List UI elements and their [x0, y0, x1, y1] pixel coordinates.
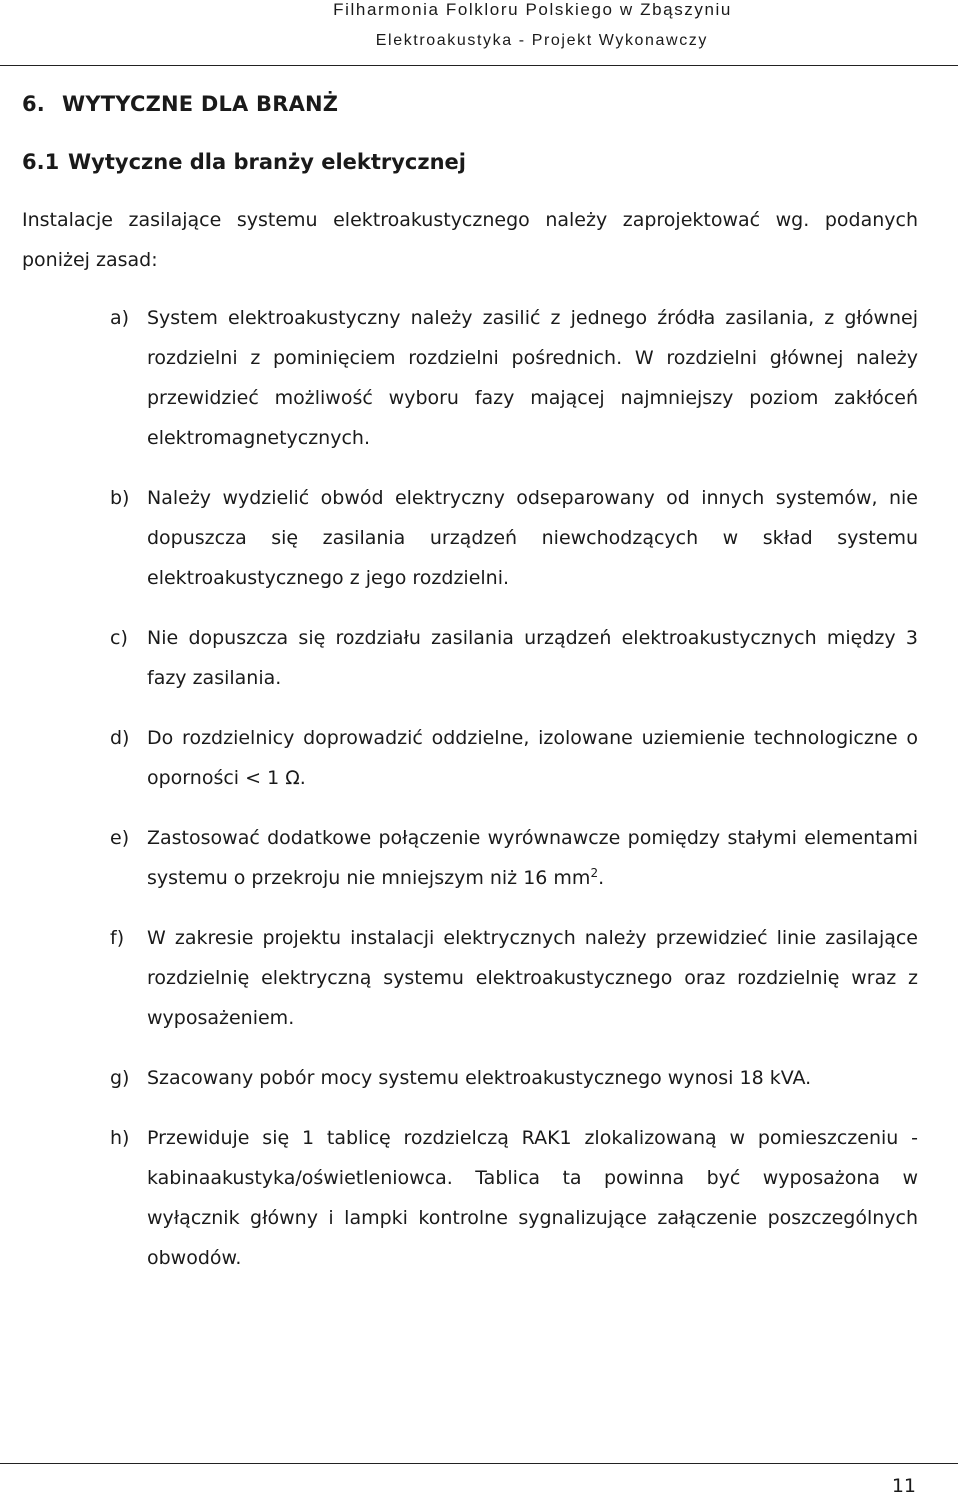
header-divider	[0, 65, 958, 66]
footer-divider	[0, 1463, 958, 1464]
section-heading	[22, 92, 338, 116]
subsection-number: 6.1	[22, 150, 60, 174]
list-marker: a)	[110, 307, 130, 329]
list-item	[110, 478, 918, 598]
list-marker: g)	[110, 1067, 130, 1089]
guidelines-list	[110, 298, 918, 1298]
list-item	[110, 1118, 918, 1278]
list-item-text-end: .	[598, 867, 605, 889]
list-item-text: Do rozdzielnicy doprowadzić oddzielne, izolowane uziemienie technologiczne o oporności < 1 Ω.	[147, 727, 918, 789]
list-item	[110, 618, 918, 698]
list-item	[110, 718, 918, 798]
section-number: 6.	[22, 92, 45, 116]
list-marker: c)	[110, 627, 128, 649]
list-item-text-main: Zastosować dodatkowe połączenie wyrównawcze pomiędzy stałymi elementami systemu o przekroju nie mniejszym niż 16 mm	[147, 827, 918, 889]
subsection-title: Wytyczne dla branży elektrycznej	[68, 150, 466, 174]
subsection-heading	[22, 150, 466, 174]
page-number: 11	[891, 1475, 916, 1497]
list-item	[110, 818, 918, 898]
list-marker: d)	[110, 727, 130, 749]
list-marker: e)	[110, 827, 130, 849]
list-item	[110, 918, 918, 1038]
intro-paragraph: Instalacje zasilające systemu elektroakustycznego należy zaprojektować wg. podanych poniżej zasad:	[22, 209, 918, 271]
list-item-text: System elektroakustyczny należy zasilić z jednego źródła zasilania, z głównej rozdzielni z pominięciem rozdzielni pośrednich. W rozdzielni głównej należy przewidzieć możliwość wyboru fazy mającej najmniejszy poziom zakłóceń elektromagnetycznych.	[147, 307, 918, 449]
list-item-text: Przewiduje się 1 tablicę rozdzielczą RAK1 zlokalizowaną w pomieszczeniu - kabinaakustyka/oświetleniowca. Tablica ta powinna być wyposażona w wyłącznik główny i lampki kontrolne sygnalizujące załączenie poszczególnych obwodów.	[147, 1127, 918, 1269]
header-organization: Filharmonia Folkloru Polskiego w Zbąszyniu	[333, 0, 732, 19]
section-title: WYTYCZNE DLA BRANŻ	[62, 92, 339, 116]
list-marker: b)	[110, 487, 130, 509]
list-item-text: W zakresie projektu instalacji elektrycznych należy przewidzieć linie zasilające rozdzielnię elektryczną systemu elektroakustycznego oraz rozdzielnię wraz z wyposażeniem.	[147, 927, 918, 1029]
superscript: 2	[590, 866, 599, 880]
list-item-text	[147, 827, 918, 889]
list-item	[110, 1058, 918, 1098]
list-item-text: Nie dopuszcza się rozdziału zasilania urządzeń elektroakustycznych między 3 fazy zasilania.	[147, 627, 918, 689]
page-header	[0, 0, 960, 66]
list-item-text: Szacowany pobór mocy systemu elektroakustycznego wynosi 18 kVA.	[147, 1067, 812, 1089]
list-item-text: Należy wydzielić obwód elektryczny odseparowany od innych systemów, nie dopuszcza się zasilania urządzeń niewchodzących w skład systemu elektroakustycznego z jego rozdzielni.	[147, 487, 918, 589]
list-marker: f)	[110, 927, 125, 949]
list-item	[110, 298, 918, 458]
header-project: Elektroakustyka - Projekt Wykonawczy	[375, 32, 708, 49]
list-marker: h)	[110, 1127, 130, 1149]
